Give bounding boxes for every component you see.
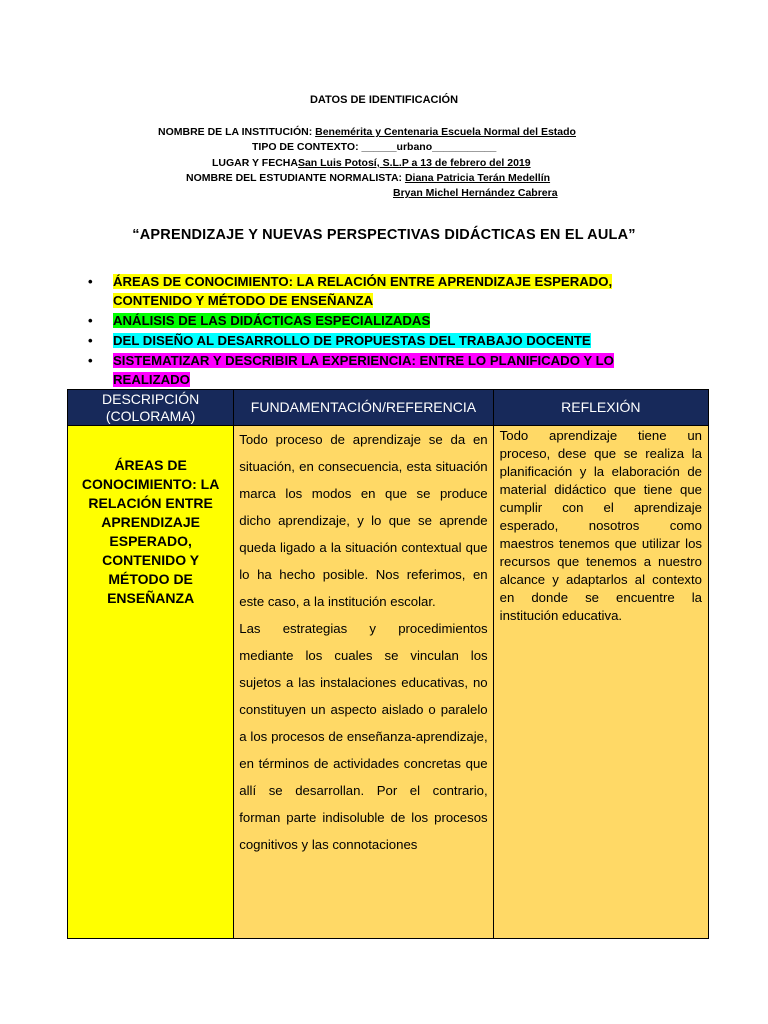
student-line-2 (393, 187, 558, 199)
description-cell (68, 426, 234, 939)
table-row (68, 426, 709, 939)
bullet-icon: • (88, 333, 93, 348)
table-header-row (68, 390, 709, 426)
place-value: San Luis Potosí, S.L.P a 13 de febrero del 2019 (297, 157, 531, 169)
topic-item (88, 351, 658, 389)
description-text: ÁREAS DE CONOCIMIENTO: LA RELACIÓN ENTRE APRENDIZAJE ESPERADO, CONTENIDO Y MÉTODO DE ENSEÑANZA (81, 457, 220, 606)
main-title: “APRENDIZAJE Y NUEVAS PERSPECTIVAS DIDÁCTICAS EN EL AULA” (132, 227, 636, 243)
institution-value: Benemérita y Centenaria Escuela Normal del Estado (315, 126, 576, 138)
bullet-icon: • (88, 313, 93, 328)
context-line (252, 141, 496, 153)
topic-text: ANÁLISIS DE LAS DIDÁCTICAS ESPECIALIZADAS (113, 313, 431, 328)
institution-label: NOMBRE DE LA INSTITUCIÓN: (158, 126, 313, 138)
context-label: TIPO DE CONTEXTO: (252, 141, 359, 153)
student-name-2: Bryan Michel Hernández Cabrera (393, 187, 558, 199)
student-line (186, 172, 550, 184)
reflexion-text: Todo aprendizaje tiene un proceso, dese que se realiza la planificación y la elaboración de material didáctico que tiene que cumplir con el aprendizaje esperado, nosotros como maestros tenemos que utilizar los recursos que tenemos a nuestro alcance y adaptarlos al contexto en donde se encuentre la institución educativa. (499, 428, 702, 623)
institution-line (158, 126, 576, 138)
context-value: ______urbano___________ (361, 141, 497, 153)
page-heading: DATOS DE IDENTIFICACIÓN (309, 94, 459, 106)
topic-item (88, 272, 658, 310)
topic-list (88, 272, 658, 390)
topic-text: SISTEMATIZAR Y DESCRIBIR LA EXPERIENCIA: ENTRE LO PLANIFICADO Y LO REALIZADO (113, 353, 614, 387)
place-date-line (212, 157, 531, 169)
topic-item (88, 311, 658, 330)
header-reflexion: REFLEXIÓN (493, 390, 708, 426)
student-name-1: Diana Patricia Terán Medellín (404, 172, 551, 184)
student-label: NOMBRE DEL ESTUDIANTE NORMALISTA: (186, 172, 403, 184)
header-fundamentacion: FUNDAMENTACIÓN/REFERENCIA (234, 390, 493, 426)
fundamentacion-paragraph-1: Todo proceso de aprendizaje se da en situación, en consecuencia, esta situación marca los modos en que se produce dicho aprendizaje, y lo que se aprende queda ligado a la situación contextual que lo ha hecho posible. Nos referimos, en este caso, a la institución escolar. (239, 432, 488, 609)
topic-text: DEL DISEÑO AL DESARROLLO DE PROPUESTAS DEL TRABAJO DOCENTE (113, 333, 591, 348)
analysis-table (67, 389, 709, 939)
bullet-icon: • (88, 353, 93, 368)
fundamentacion-cell (234, 426, 493, 939)
fundamentacion-paragraph-2: Las estrategias y procedimientos mediante los cuales se vinculan los sujetos a las instalaciones educativas, no constituyen un aspecto aislado o paralelo a los procesos de enseñanza-aprendizaje, en términos de actividades concretas que allí se desarrollan. Por el contrario, forman parte indisoluble de los procesos cognitivos y las connotaciones (239, 621, 488, 852)
place-label: LUGAR Y FECHA (212, 157, 298, 169)
topic-text: ÁREAS DE CONOCIMIENTO: LA RELACIÓN ENTRE APRENDIZAJE ESPERADO, CONTENIDO Y MÉTODO DE ENSEÑANZA (113, 274, 613, 308)
topic-item (88, 331, 658, 350)
header-descripcion: DESCRIPCIÓN (COLORAMA) (68, 390, 234, 426)
reflexion-cell (493, 426, 708, 939)
bullet-icon: • (88, 274, 93, 289)
